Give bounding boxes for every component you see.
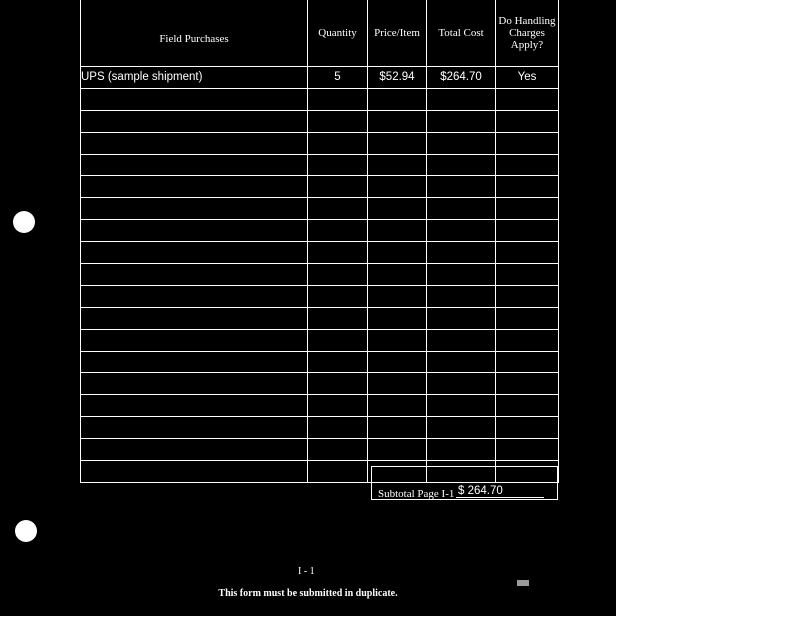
- total-cost-cell: [427, 220, 496, 242]
- price-cell: $52.94: [368, 67, 427, 89]
- total-cost-cell: [427, 285, 496, 307]
- quantity-cell: [308, 329, 368, 351]
- handling-cell: [496, 307, 559, 329]
- item-cell: [81, 242, 308, 264]
- footer-note: This form must be submitted in duplicate.: [218, 588, 398, 599]
- item-cell: [81, 373, 308, 395]
- item-cell: [81, 461, 308, 483]
- quantity-cell: 5: [308, 67, 368, 89]
- quantity-cell: [308, 264, 368, 286]
- subtotal-label: Subtotal Page I-1: [378, 488, 455, 500]
- item-cell: [81, 417, 308, 439]
- item-cell: [81, 154, 308, 176]
- total-cost-cell: [427, 110, 496, 132]
- table-row: [81, 285, 559, 307]
- quantity-cell: [308, 351, 368, 373]
- total-cost-cell: [427, 329, 496, 351]
- header-price-item: Price/Item: [368, 0, 427, 67]
- header-field-purchases: Field Purchases: [81, 0, 308, 67]
- price-cell: [368, 154, 427, 176]
- total-cost-cell: [427, 417, 496, 439]
- quantity-cell: [308, 154, 368, 176]
- item-cell: [81, 132, 308, 154]
- quantity-cell: [308, 373, 368, 395]
- price-cell: [368, 176, 427, 198]
- total-cost-cell: [427, 439, 496, 461]
- punch-hole: [15, 520, 37, 542]
- item-cell: [81, 395, 308, 417]
- handling-cell: [496, 285, 559, 307]
- item-cell: [81, 176, 308, 198]
- total-cost-cell: [427, 154, 496, 176]
- item-cell: [81, 329, 308, 351]
- table-row: [81, 176, 559, 198]
- handling-cell: [496, 439, 559, 461]
- handling-cell: [496, 154, 559, 176]
- item-cell: [81, 198, 308, 220]
- item-cell: [81, 110, 308, 132]
- item-cell: UPS (sample shipment): [81, 67, 308, 89]
- total-cost-cell: [427, 373, 496, 395]
- price-cell: [368, 220, 427, 242]
- total-cost-cell: [427, 88, 496, 110]
- total-cost-cell: $264.70: [427, 67, 496, 89]
- table-row: [81, 307, 559, 329]
- quantity-cell: [308, 176, 368, 198]
- total-cost-cell: [427, 395, 496, 417]
- table-row: [81, 154, 559, 176]
- price-cell: [368, 264, 427, 286]
- table-row: [81, 264, 559, 286]
- quantity-cell: [308, 417, 368, 439]
- price-cell: [368, 395, 427, 417]
- item-cell: [81, 220, 308, 242]
- subtotal-value: $ 264.70: [456, 485, 544, 498]
- quantity-cell: [308, 439, 368, 461]
- page-number: I - 1: [298, 566, 315, 577]
- punch-hole: [13, 211, 35, 233]
- total-cost-cell: [427, 176, 496, 198]
- quantity-cell: [308, 110, 368, 132]
- quantity-cell: [308, 220, 368, 242]
- table-row: [81, 329, 559, 351]
- table-row: [81, 67, 559, 89]
- quantity-cell: [308, 198, 368, 220]
- handling-cell: [496, 395, 559, 417]
- header-handling-charges: Do Handling Charges Apply?: [496, 0, 559, 67]
- handling-cell: [496, 242, 559, 264]
- handling-cell: [496, 132, 559, 154]
- price-cell: [368, 110, 427, 132]
- table-row: [81, 417, 559, 439]
- table-row: [81, 351, 559, 373]
- handling-cell: [496, 264, 559, 286]
- handling-cell: [496, 329, 559, 351]
- total-cost-cell: [427, 264, 496, 286]
- table-row: [81, 220, 559, 242]
- table-row: [81, 132, 559, 154]
- handling-cell: [496, 373, 559, 395]
- table-header-row: [81, 0, 559, 67]
- handling-cell: [496, 417, 559, 439]
- table-row: [81, 395, 559, 417]
- total-cost-cell: [427, 198, 496, 220]
- table-row: [81, 373, 559, 395]
- quantity-cell: [308, 132, 368, 154]
- price-cell: [368, 285, 427, 307]
- item-cell: [81, 264, 308, 286]
- handling-cell: [496, 351, 559, 373]
- price-cell: [368, 88, 427, 110]
- price-cell: [368, 351, 427, 373]
- price-cell: [368, 373, 427, 395]
- price-cell: [368, 417, 427, 439]
- handling-cell: [496, 110, 559, 132]
- header-total-cost: Total Cost: [427, 0, 496, 67]
- table-row: [81, 242, 559, 264]
- quantity-cell: [308, 88, 368, 110]
- item-cell: [81, 88, 308, 110]
- table-row: [81, 439, 559, 461]
- quantity-cell: [308, 285, 368, 307]
- handling-cell: Yes: [496, 67, 559, 89]
- handling-cell: [496, 88, 559, 110]
- price-cell: [368, 242, 427, 264]
- table-row: [81, 88, 559, 110]
- total-cost-cell: [427, 351, 496, 373]
- table-row: [81, 110, 559, 132]
- total-cost-cell: [427, 307, 496, 329]
- item-cell: [81, 351, 308, 373]
- quantity-cell: [308, 242, 368, 264]
- item-cell: [81, 307, 308, 329]
- field-purchases-table: [80, 0, 559, 483]
- stamp-mark: [517, 580, 529, 586]
- quantity-cell: [308, 307, 368, 329]
- subtotal-box: [371, 466, 558, 500]
- total-cost-cell: [427, 242, 496, 264]
- header-quantity: Quantity: [308, 0, 368, 67]
- quantity-cell: [308, 461, 368, 483]
- handling-cell: [496, 176, 559, 198]
- item-cell: [81, 285, 308, 307]
- quantity-cell: [308, 395, 368, 417]
- price-cell: [368, 329, 427, 351]
- price-cell: [368, 132, 427, 154]
- table-row: [81, 198, 559, 220]
- item-cell: [81, 439, 308, 461]
- handling-cell: [496, 220, 559, 242]
- price-cell: [368, 439, 427, 461]
- price-cell: [368, 307, 427, 329]
- total-cost-cell: [427, 132, 496, 154]
- handling-cell: [496, 198, 559, 220]
- price-cell: [368, 198, 427, 220]
